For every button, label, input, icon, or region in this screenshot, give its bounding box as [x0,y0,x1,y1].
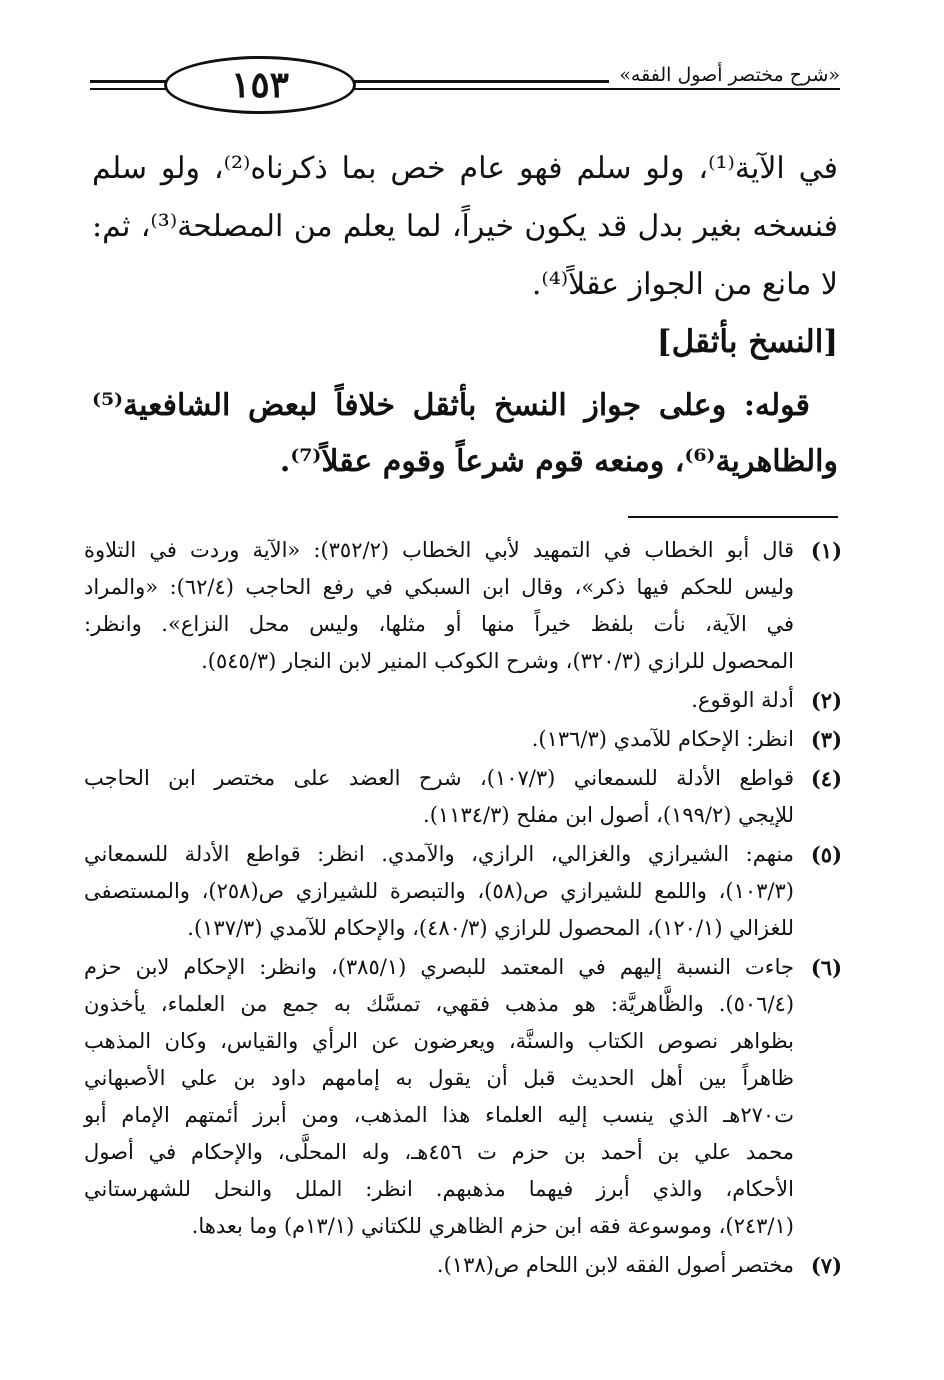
footnote-7 [84,1247,842,1284]
footnote-line: مختصر أصول الفقه لابن اللحام ص(١٣٨). [436,1253,794,1277]
footnote-1 [84,532,842,680]
footnote-line: قواطع الأدلة للسمعاني (١٠٧/٣)، شرح العضد على مختصر ابن الحاجب [84,766,794,790]
footnote-separator [628,516,838,518]
footnote-2 [84,682,842,719]
footnote-line: للإيجي (١٩٩/٢)، أصول ابن مفلح (١١٣٤/٣). [423,803,794,827]
footnote-3 [84,721,842,758]
section-heading: [النسخ بأثقل] [656,324,838,360]
footnote-line: في الآية، نأت بلفظ خيراً منها أو مثلها، وليس محل النزاع». وانظر: [84,612,794,636]
footnote-number: (٧) [810,1253,842,1278]
footnote-line: الأحكام، والذي أبرز فيهما مذهبهم. انظر: الملل والنحل للشهرستاني [84,1177,794,1201]
footnote-line: بظواهر نصوص الكتاب والسنَّة، ويعرضون عن الرأي والقياس، وكان المذهب [84,1029,794,1053]
footnote-line: انظر: الإحكام للآمدي (١٣٦/٣). [531,727,794,751]
quote-line: قوله: وعلى جواز النسخ بأثقل خلافاً لبعض الشافعية⁽⁵⁾ [92,388,810,423]
footnote-line: للغزالي (١٢٠/١)، المحصول للرازي (٤٨٠/٣)، والإحكام للآمدي (١٣٧/٣). [187,916,794,940]
footnote-line: (٢٤٣/١)، وموسوعة فقه ابن حزم الظاهري للكتاني (١٣/١م) وما بعدها. [191,1214,794,1238]
footnotes [84,532,842,1286]
running-header [90,52,840,112]
text-line: فنسخه بغير بدل قد يكون خيراً، لما يعلم من المصلحة⁽³⁾، ثم: [92,209,838,244]
footnote-number: (٣) [810,727,842,752]
footnote-line: وليس للحكم فيها ذكر»، وقال ابن السبكي في رفع الحاجب (٦٢/٤): «والمراد [84,575,794,599]
footnote-line: أدلة الوقوع. [691,688,794,712]
footnote-line: ظاهراً بين أهل الحديث قبل أن يقول به إمامهم داود بن علي الأصبهاني [84,1066,794,1090]
footnote-line: جاءت النسبة إليهم في المعتمد للبصري (٣٨٥/١)، وانظر: الإحكام لابن حزم [84,955,794,979]
matn-quote [92,378,838,490]
footnote-number: (٤) [810,766,842,791]
footnote-number: (٢) [810,688,842,713]
text-line: في الآية⁽¹⁾، ولو سلم فهو عام خص بما ذكرناه⁽²⁾، ولو سلم [92,151,838,186]
footnote-5 [84,836,842,947]
footnote-line: ت٢٧٠هـ الذي ينسب إليه العلماء هذا المذهب، ومن أبرز أئمتهم الإمام أبو [84,1103,794,1127]
footnote-line: (١٠٣/٣)، واللمع للشيرازي ص(٥٨)، والتبصرة للشيرازي ص(٢٥٨)، والمستصفى [84,879,794,903]
running-title: «شرح مختصر أصول الفقه» [609,64,840,86]
main-paragraph [92,140,838,314]
footnote-line: قال أبو الخطاب في التمهيد لأبي الخطاب (٣٥٢/٢): «الآية وردت في التلاوة [84,538,794,562]
footnote-number: (١) [810,538,842,563]
footnote-line: منهم: الشيرازي والغزالي، الرازي، والآمدي. انظر: قواطع الأدلة للسمعاني [84,842,794,866]
footnote-6 [84,949,842,1245]
footnote-line: محمد علي بن أحمد بن حزم ت ٤٥٦هـ، وله المحلَّى، والإحكام في أصول [84,1140,794,1164]
footnote-line: المحصول للرازي (٣٢٠/٣)، وشرح الكوكب المنير لابن النجار (٥٤٥/٣). [201,649,794,673]
footnote-number: (٦) [810,955,842,980]
page-number: ١٥٣ [164,56,356,114]
text-line: لا مانع من الجواز عقلاً⁽⁴⁾. [531,267,838,302]
footnote-4 [84,760,842,834]
footnote-number: (٥) [810,842,842,867]
quote-line: والظاهرية⁽⁶⁾، ومنعه قوم شرعاً وقوم عقلاً⁽⁷⁾. [279,444,838,479]
footnote-line: (٥٠٦/٤). والظَّاهريَّة: هو مذهب فقهي، تمسَّك به جمع من العلماء، يأخذون [84,992,795,1016]
